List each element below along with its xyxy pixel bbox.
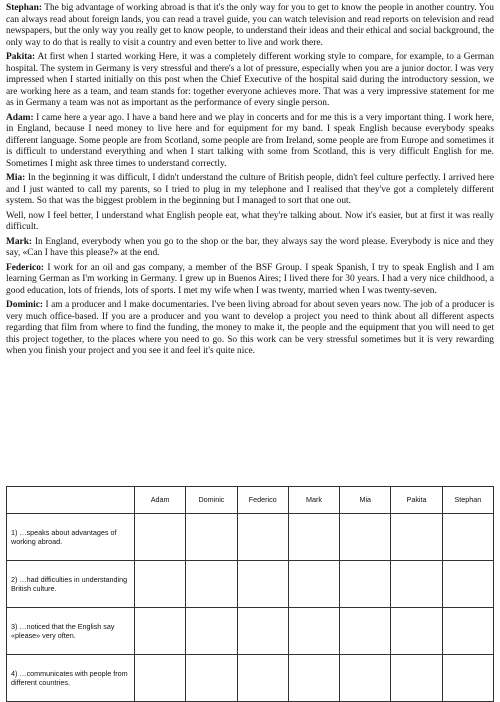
question-cell: 3) …noticed that the English say «please» very often. [7,608,135,655]
column-header: Adam [135,487,186,514]
speaker-name: Pakita: [6,52,36,62]
answer-cell[interactable] [237,514,288,561]
speaker-name: Adam: [6,112,34,123]
paragraph-text: I came here a year ago. I have a band here and we play in concerts and for me this is a very important thing. I work here, in England, because I need money to live here and for equipment for my band. I speak English because everybody speaks different language. Some people are from Scotland, some people are from Ireland, some people are from Europe and sometimes it is difficult to understand everything and when I start talking with some from Scotland, this is very difficult English for me. Sometimes I might ask three times to understand correctly. [6,112,495,169]
question-cell: 1) …speaks about advantages of working abroad. [7,514,135,561]
paragraph-text: At first when I started working Here, it was a completely different working style to compare, for example, to a German hospital. The system in Germany is very stressful and there's a lot of pressure, especially when you are a junior doctor. I was very impressed when I started initially on this post when the Chief Executive of the hospital said during the introductory session, we are working here as a team, and team stands for: together everyone achieves more. That was a very impressive statement for me as in Germany a team was not as important as the performance of every single person. [6,52,494,108]
table-row [7,608,494,655]
answer-cell[interactable] [391,561,442,608]
answer-cell[interactable] [340,561,391,608]
paragraph-text: I work for an oil and gas company, a member of the BSF Group. I speak Spanish, I try to speak English and I am learning German as I'm working in Germany. I grew up in Buenos Aires; I lived there for 30 years. I had a very nice childhood, a good education, lots of friends, lots of sports. I met my wife when I was twenty, married when I was twenty-seven. [6,262,494,296]
paragraph-mia [6,173,494,208]
answer-cell[interactable] [288,608,339,655]
question-cell: 4) …communicates with people from different countries. [7,655,135,702]
answer-cell[interactable] [186,608,237,655]
speaker-name: Stephan: [6,3,42,13]
matching-table [6,486,494,702]
question-cell: 2) …had difficulties in understanding British culture. [7,561,135,608]
answer-cell[interactable] [340,655,391,702]
table-row [7,655,494,702]
paragraph-federico [6,263,494,298]
answer-cell[interactable] [135,655,186,702]
speaker-name: Mia: [6,173,26,183]
answer-cell[interactable] [391,655,442,702]
answer-cell[interactable] [391,514,442,561]
answer-cell[interactable] [237,655,288,702]
paragraph-adam [6,113,494,171]
answer-cell[interactable] [442,608,493,655]
answer-cell[interactable] [442,561,493,608]
column-header: Mark [288,487,339,514]
column-header: Pakita [391,487,442,514]
answer-cell[interactable] [391,608,442,655]
answer-cell[interactable] [186,514,237,561]
answer-cell[interactable] [288,561,339,608]
column-header: Dominic [186,487,237,514]
answer-cell[interactable] [135,608,186,655]
paragraph-text: The big advantage of working abroad is that it's the only way for you to get to know the people in another country. You can always read about foreign lands, you can read a travel guide, you can watch television and read reports on television and read newspapers, but the only way you really get to know people, to understand their ideas and their ethical and social background, the only way to do that is really to visit a country and even better to live and work there. [6,3,494,48]
answer-cell[interactable] [186,655,237,702]
paragraph-dominic [6,300,494,358]
column-header: Mia [340,487,391,514]
speaker-name: Federico: [6,262,44,273]
paragraph-text: In England, everybody when you go to the shop or the bar, they always say the word please. Everybody is nice and they say, «Can I have this please?» at the end. [6,236,494,258]
answer-cell[interactable] [135,514,186,561]
reading-text [6,3,494,360]
answer-cell[interactable] [135,561,186,608]
table-header-row [7,487,494,514]
paragraph-stephan [6,3,494,49]
answer-cell[interactable] [237,561,288,608]
table-row [7,514,494,561]
table-row [7,561,494,608]
answer-cell[interactable] [442,514,493,561]
answer-cell[interactable] [288,514,339,561]
answer-cell[interactable] [288,655,339,702]
column-header: Federico [237,487,288,514]
answer-cell[interactable] [340,514,391,561]
paragraph-mia-continued [6,211,494,234]
speaker-name: Dominic: [6,300,43,310]
header-blank-cell [7,487,135,514]
speaker-name: Mark: [6,236,33,247]
column-header: Stephan [442,487,493,514]
answer-cell[interactable] [186,561,237,608]
paragraph-text: In the beginning it was difficult, I didn't understand the culture of British people, didn't feel culture perfectly. I arrived here and I just wanted to call my parents, so I tried to plug in my telephone and I realised that they've got a completely different system. So that was the biggest problem in the beginning but I managed to sort that one out. [6,173,495,206]
answer-cell[interactable] [237,608,288,655]
answer-cell[interactable] [442,655,493,702]
paragraph-pakita [6,52,494,110]
paragraph-text: Well, now I feel better, I understand what English people eat, what they're talking about. Now it's easier, but at first it was really difficult. [6,210,494,232]
paragraph-mark [6,237,494,260]
paragraph-text: I am a producer and I make documentaries. I've been living abroad for about seven years now. The job of a producer is very much office-based. If you are a producer and you want to develop a project you need to think about all different aspects regarding that film from where to find the funding, the money to make it, the people and the equipment that you will need to get this project together, to the places where you need to go. So this work can be very stressful sometimes but it is very rewarding when you finish your project and you see it and feel it's quite nice. [6,300,495,356]
answer-cell[interactable] [340,608,391,655]
